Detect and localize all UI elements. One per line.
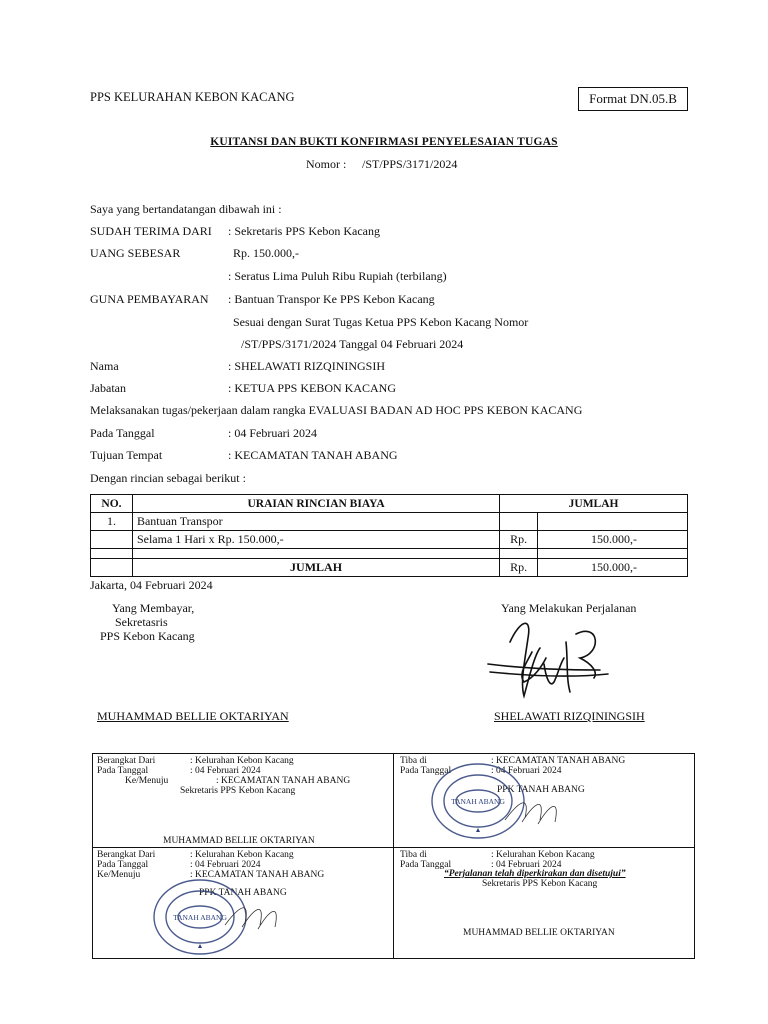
row1-cur [500, 513, 538, 531]
q2-value2: : 04 Februari 2024 [491, 766, 562, 776]
row2-cur: Rp. [500, 531, 538, 549]
sudah-terima-label: SUDAH TERIMA DARI [90, 224, 212, 238]
q2-value1: : KECAMATAN TANAH ABANG [491, 756, 626, 766]
traveler-title: Yang Melakukan Perjalanan [501, 601, 637, 615]
nomor-value: /ST/PPS/3171/2024 [362, 157, 458, 171]
stamp-center-text: TANAH ABANG [451, 797, 505, 806]
q3-label3: Ke/Menuju [97, 870, 141, 880]
stamp-center-text: TANAH ABANG [173, 913, 227, 922]
q4-value1: : Kelurahan Kebon Kacang [491, 850, 595, 860]
payer-name: MUHAMMAD BELLIE OKTARIYAN [97, 709, 289, 723]
travel-grid-vdivider [393, 753, 394, 959]
total-no [91, 559, 133, 577]
tanggal-label: Pada Tanggal [90, 426, 155, 440]
q3-label2: Pada Tanggal [97, 860, 149, 870]
q2-signature [500, 790, 570, 830]
q2-label2: Pada Tanggal [400, 766, 452, 776]
q1-label1: Berangkat Dari [97, 756, 156, 766]
q1-value1: : Kelurahan Kebon Kacang [190, 756, 294, 766]
row2-desc: Selama 1 Hari x Rp. 150.000,- [132, 531, 499, 549]
row3-desc [132, 549, 499, 559]
tujuan-value: : KECAMATAN TANAH ABANG [228, 448, 398, 462]
q4-role: Sekretaris PPS Kebon Kacang [482, 879, 598, 889]
total-cur: Rp. [500, 559, 538, 577]
tujuan-label: Tujuan Tempat [90, 448, 163, 462]
q3-signature [220, 895, 290, 935]
q3-value1: : Kelurahan Kebon Kacang [190, 850, 294, 860]
q4-name: MUHAMMAD BELLIE OKTARIYAN [463, 928, 615, 938]
terbilang-value: : Seratus Lima Puluh Ribu Rupiah (terbilang) [228, 269, 447, 283]
traveler-name: SHELAWATI RIZQININGSIH [494, 709, 645, 723]
intro-text: Saya yang bertandatangan dibawah ini : [90, 202, 282, 216]
org-name: PPS KELURAHAN KEBON KACANG [90, 90, 295, 104]
table-header-row [91, 495, 688, 513]
format-code-box [578, 87, 688, 111]
table-row [91, 531, 688, 549]
q4-label1: Tiba di [400, 850, 427, 860]
sudah-terima-value: : Sekretaris PPS Kebon Kacang [228, 224, 380, 238]
col-no: NO. [91, 495, 133, 513]
guna-line2: Sesuai dengan Surat Tugas Ketua PPS Kebon Kacang Nomor [233, 315, 529, 329]
guna-label: GUNA PEMBAYARAN [90, 292, 209, 306]
q3-role: PPK TANAH ABANG [199, 888, 287, 898]
uang-label: UANG SEBESAR [90, 246, 181, 260]
payer-line3: PPS Kebon Kacang [100, 629, 195, 643]
row1-desc: Bantuan Transpor [132, 513, 499, 531]
guna-value: : Bantuan Transpor Ke PPS Kebon Kacang [228, 292, 435, 306]
q4-label2: Pada Tanggal [400, 860, 452, 870]
table-row [91, 513, 688, 531]
q3-label1: Berangkat Dari [97, 850, 156, 860]
jabatan-label: Jabatan [90, 381, 126, 395]
format-code: Format DN.05.B [589, 91, 677, 106]
document-title: KUITANSI DAN BUKTI KONFIRMASI PENYELESAIAN TUGAS [210, 136, 558, 148]
q1-value3: : KECAMATAN TANAH ABANG [216, 776, 351, 786]
nama-value: : SHELAWATI RIZQININGSIH [228, 359, 386, 373]
q2-role: PPK TANAH ABANG [497, 785, 585, 795]
tanggal-value: : 04 Februari 2024 [228, 426, 317, 440]
table-total-row [91, 559, 688, 577]
q3-value3: : KECAMATAN TANAH ABANG [190, 870, 325, 880]
q2-label1: Tiba di [400, 756, 427, 766]
payer-line2: Sekretasris [115, 615, 168, 629]
table-row [91, 549, 688, 559]
row1-no: 1. [91, 513, 133, 531]
cost-table [90, 494, 688, 577]
travel-grid-hdivider [92, 847, 695, 848]
q1-label3: Ke/Menuju [125, 776, 169, 786]
q1-label2: Pada Tanggal [97, 766, 149, 776]
nama-label: Nama [90, 359, 119, 373]
q4-approved: “Perjalanan telah diperkirakan dan disetujui” [444, 869, 626, 879]
place-date: Jakarta, 04 Februari 2024 [90, 578, 213, 592]
q3-value2: : 04 Februari 2024 [190, 860, 261, 870]
nomor-label: Nomor : [306, 157, 347, 171]
traveler-signature [480, 612, 620, 706]
row2-amount: 150.000,- [538, 531, 688, 549]
q1-name: MUHAMMAD BELLIE OKTARIYAN [163, 836, 315, 846]
q4-value2: : 04 Februari 2024 [491, 860, 562, 870]
jabatan-value: : KETUA PPS KEBON KACANG [228, 381, 397, 395]
col-uraian: URAIAN RINCIAN BIAYA [132, 495, 499, 513]
row3-amount [538, 549, 688, 559]
rincian-text: Dengan rincian sebagai berikut : [90, 471, 246, 485]
melaksanakan-text: Melaksanakan tugas/pekerjaan dalam rangka EVALUASI BADAN AD HOC PPS KEBON KACANG [90, 403, 583, 417]
q1-role: Sekretaris PPS Kebon Kacang [180, 786, 296, 796]
payer-line1: Yang Membayar, [112, 601, 195, 615]
col-jumlah: JUMLAH [500, 495, 688, 513]
guna-line3: /ST/PPS/3171/2024 Tanggal 04 Februari 2024 [241, 337, 464, 351]
total-amount: 150.000,- [538, 559, 688, 577]
row2-no [91, 531, 133, 549]
q1-value2: : 04 Februari 2024 [190, 766, 261, 776]
row3-no [91, 549, 133, 559]
uang-value: Rp. 150.000,- [233, 246, 299, 260]
row1-amount [538, 513, 688, 531]
row3-cur [500, 549, 538, 559]
total-label: JUMLAH [132, 559, 499, 577]
